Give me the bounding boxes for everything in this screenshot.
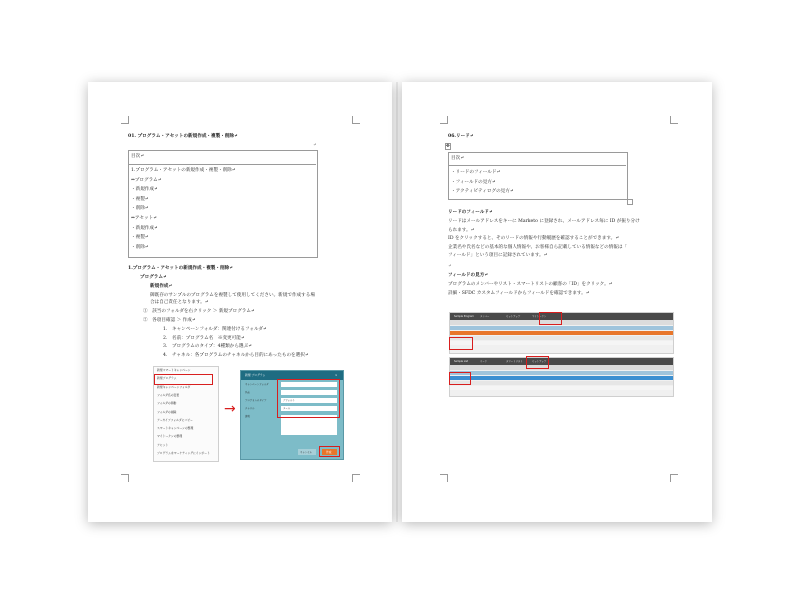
substep-item: 2. 名前：プログラム名 ※変更可能↵: [163, 335, 245, 341]
toc-item: ・複製↵: [131, 196, 149, 202]
context-menu-item: スマートキャンペーンの整理: [157, 426, 194, 431]
dialog-field-label: キャンペーンフォルダ: [245, 383, 269, 386]
context-menu-item: 新規キャンペーンフォルダ: [157, 384, 191, 389]
paragraph-line: プログラムのメンバーやリスト・スマートリストの顧客の「ID」をクリック。↵: [448, 282, 613, 287]
table-resize-handle: [627, 199, 633, 205]
screenshot-tab: Sample Program: [454, 315, 474, 318]
dialog-field-label: プログラムのタイプ: [245, 399, 267, 402]
toc-divider: [128, 164, 316, 165]
toc-item: ・アクティビティログの見方↵: [451, 189, 514, 194]
dialog-description-area: [281, 415, 337, 435]
list-leads-screenshot: [449, 357, 674, 397]
crop-mark: [440, 474, 448, 482]
toc-item: ⇔アセット↵: [131, 216, 158, 221]
toc-item: ・リードのフィールド↵: [451, 170, 501, 175]
toc-item: ・新規作成↵: [131, 187, 158, 193]
paragraph-line: 御既存のサンプルのプログラムを複製して使用してください。新規で作成する場: [150, 293, 315, 298]
highlight-id-cell: [449, 372, 471, 385]
toc-box: [128, 150, 318, 258]
highlight-new-program: [154, 374, 213, 385]
table-anchor-icon: ✥: [446, 144, 450, 149]
screenshot-header-row: [450, 371, 673, 375]
highlight-id-cell: [449, 337, 473, 350]
substep-item: 4. チャネル：各プログラムのチャネルから目的にあったものを選択↵: [163, 352, 309, 358]
context-menu-item: プログラムをマーケティングにインポート: [157, 451, 210, 455]
empty-paragraph: ↵: [448, 264, 452, 269]
highlight-create-button: [319, 446, 340, 457]
section-title: 1.プログラム・アセットの新規作成・複製・削除↵: [128, 266, 234, 271]
arrow-icon: →: [224, 401, 236, 417]
context-menu-item: フォルダの削除: [157, 409, 177, 414]
crop-mark: [670, 116, 678, 124]
screenshot-row: [450, 341, 673, 345]
screenshot-header-row: [450, 326, 673, 330]
context-menu-item: アーカイブフォルダにコピー: [157, 417, 193, 422]
context-menu-item: アセット: [157, 442, 169, 447]
step-1: ① 該当のフォルダを右クリック ＞ 新規プログラム↵: [143, 309, 255, 314]
paragraph-mark: ↵: [313, 143, 317, 148]
highlight-dialog-fields: [277, 379, 340, 418]
context-menu-item: マイトークンの整理: [157, 434, 183, 439]
dialog-title: 新規 プログラム: [245, 373, 266, 377]
paragraph-line: られます。↵: [448, 227, 475, 233]
crop-mark: [121, 474, 129, 482]
subheading-program: プログラム↵: [140, 275, 167, 280]
document-page-1: [88, 82, 392, 522]
screenshot-tab: リード: [480, 360, 488, 363]
screenshot-row: [450, 336, 673, 340]
highlight-members-tab: [539, 312, 562, 325]
paragraph-line: フィールド」という項目に記録されています。↵: [448, 253, 548, 258]
screenshot-tab: Sample List: [454, 360, 468, 363]
dialog-field-label: チャネル: [245, 407, 255, 410]
section-heading-01: 01. プログラム・アセットの新規作成・複製・削除↵: [128, 134, 238, 139]
crop-mark: [352, 116, 360, 124]
subheading-new: 新規作成↵: [150, 284, 173, 289]
toc-title: 目次↵: [451, 156, 465, 161]
toc-title: 目次↵: [131, 154, 145, 159]
paragraph-line: 詳細・SFDC カスタムフィールドからフィールドを確認できます。↵: [448, 290, 590, 296]
dialog-field-value: デフォルト: [283, 399, 295, 402]
section-heading-06: 06.リード↵: [448, 134, 474, 139]
toc-item: 1.プログラム・アセットの新規作成・複製・削除↵: [131, 168, 236, 173]
screenshot-tab: セットアップ: [532, 360, 547, 363]
screenshot-tab: スマートリスト: [506, 360, 523, 363]
toc-item: ⇔プログラム↵: [131, 177, 162, 183]
document-page-2: [402, 82, 712, 522]
crop-mark: [670, 474, 678, 482]
screenshot-tab: セットアップ: [506, 315, 521, 318]
screenshot-selected-row: [450, 331, 673, 335]
step-2: ② 各項目確認 ＞ 作成↵: [143, 318, 196, 323]
paragraph-line: 合は自己責任となります。↵: [150, 300, 209, 305]
dialog-field-value: メール: [283, 407, 291, 410]
screenshot-row: [450, 381, 673, 385]
paragraph-line: リードはメールアドレスをキーに Marketo に登録され、メールアドレス毎に ID が振り分け: [448, 219, 640, 224]
highlight-leads-tab: [526, 356, 549, 369]
context-menu-item: フォルダの移動: [157, 401, 177, 406]
crop-mark: [440, 116, 448, 124]
page-gap: [396, 82, 398, 522]
paragraph-line: 企業名や氏名などの基本的な個人情報や、お客様自ら記載している情報などの情報は「: [448, 244, 628, 250]
crop-mark: [352, 474, 360, 482]
paragraph-line: ID をクリックすると、そのリードの情報や行動履歴を確認することができます。↵: [448, 236, 620, 241]
substep-item: 1. キャンペーンフォルダ：関連付けるフォルダ↵: [163, 327, 267, 332]
toc-divider: [448, 165, 626, 166]
subheading-lead-fields: リードのフィールド↵: [448, 210, 493, 215]
cancel-label: キャンセル: [300, 450, 312, 454]
context-menu-item: 新規プログラム: [157, 376, 177, 381]
toc-item: ・削除↵: [131, 244, 149, 250]
toc-item: ・新規作成↵: [131, 225, 158, 231]
create-label: 作成: [326, 449, 332, 454]
context-menu-item: 新規スマートキャンペーン: [157, 368, 191, 372]
dialog-field-label: 名前: [245, 391, 250, 394]
subheading-field-view: フィールドの見方↵: [448, 273, 489, 278]
substep-item: 3. プログラムのタイプ：4種類から選ぶ↵: [163, 344, 252, 349]
screenshot-selected-row: [450, 376, 673, 380]
toc-item: ・フィールドの見方↵: [451, 179, 496, 185]
screenshot-tab: マイトークン: [532, 315, 547, 318]
screenshot-toolbar: [450, 365, 673, 370]
toc-item: ・複製↵: [131, 235, 149, 241]
context-menu-item: フォルダ名の変更: [157, 392, 180, 397]
screenshot-tab: メンバー: [480, 315, 490, 318]
toc-item: ・削除↵: [131, 206, 149, 212]
crop-mark: [121, 116, 129, 124]
dialog-field-label: 説明: [245, 415, 250, 418]
screenshot-row: [450, 386, 673, 390]
close-icon: ×: [335, 373, 338, 377]
